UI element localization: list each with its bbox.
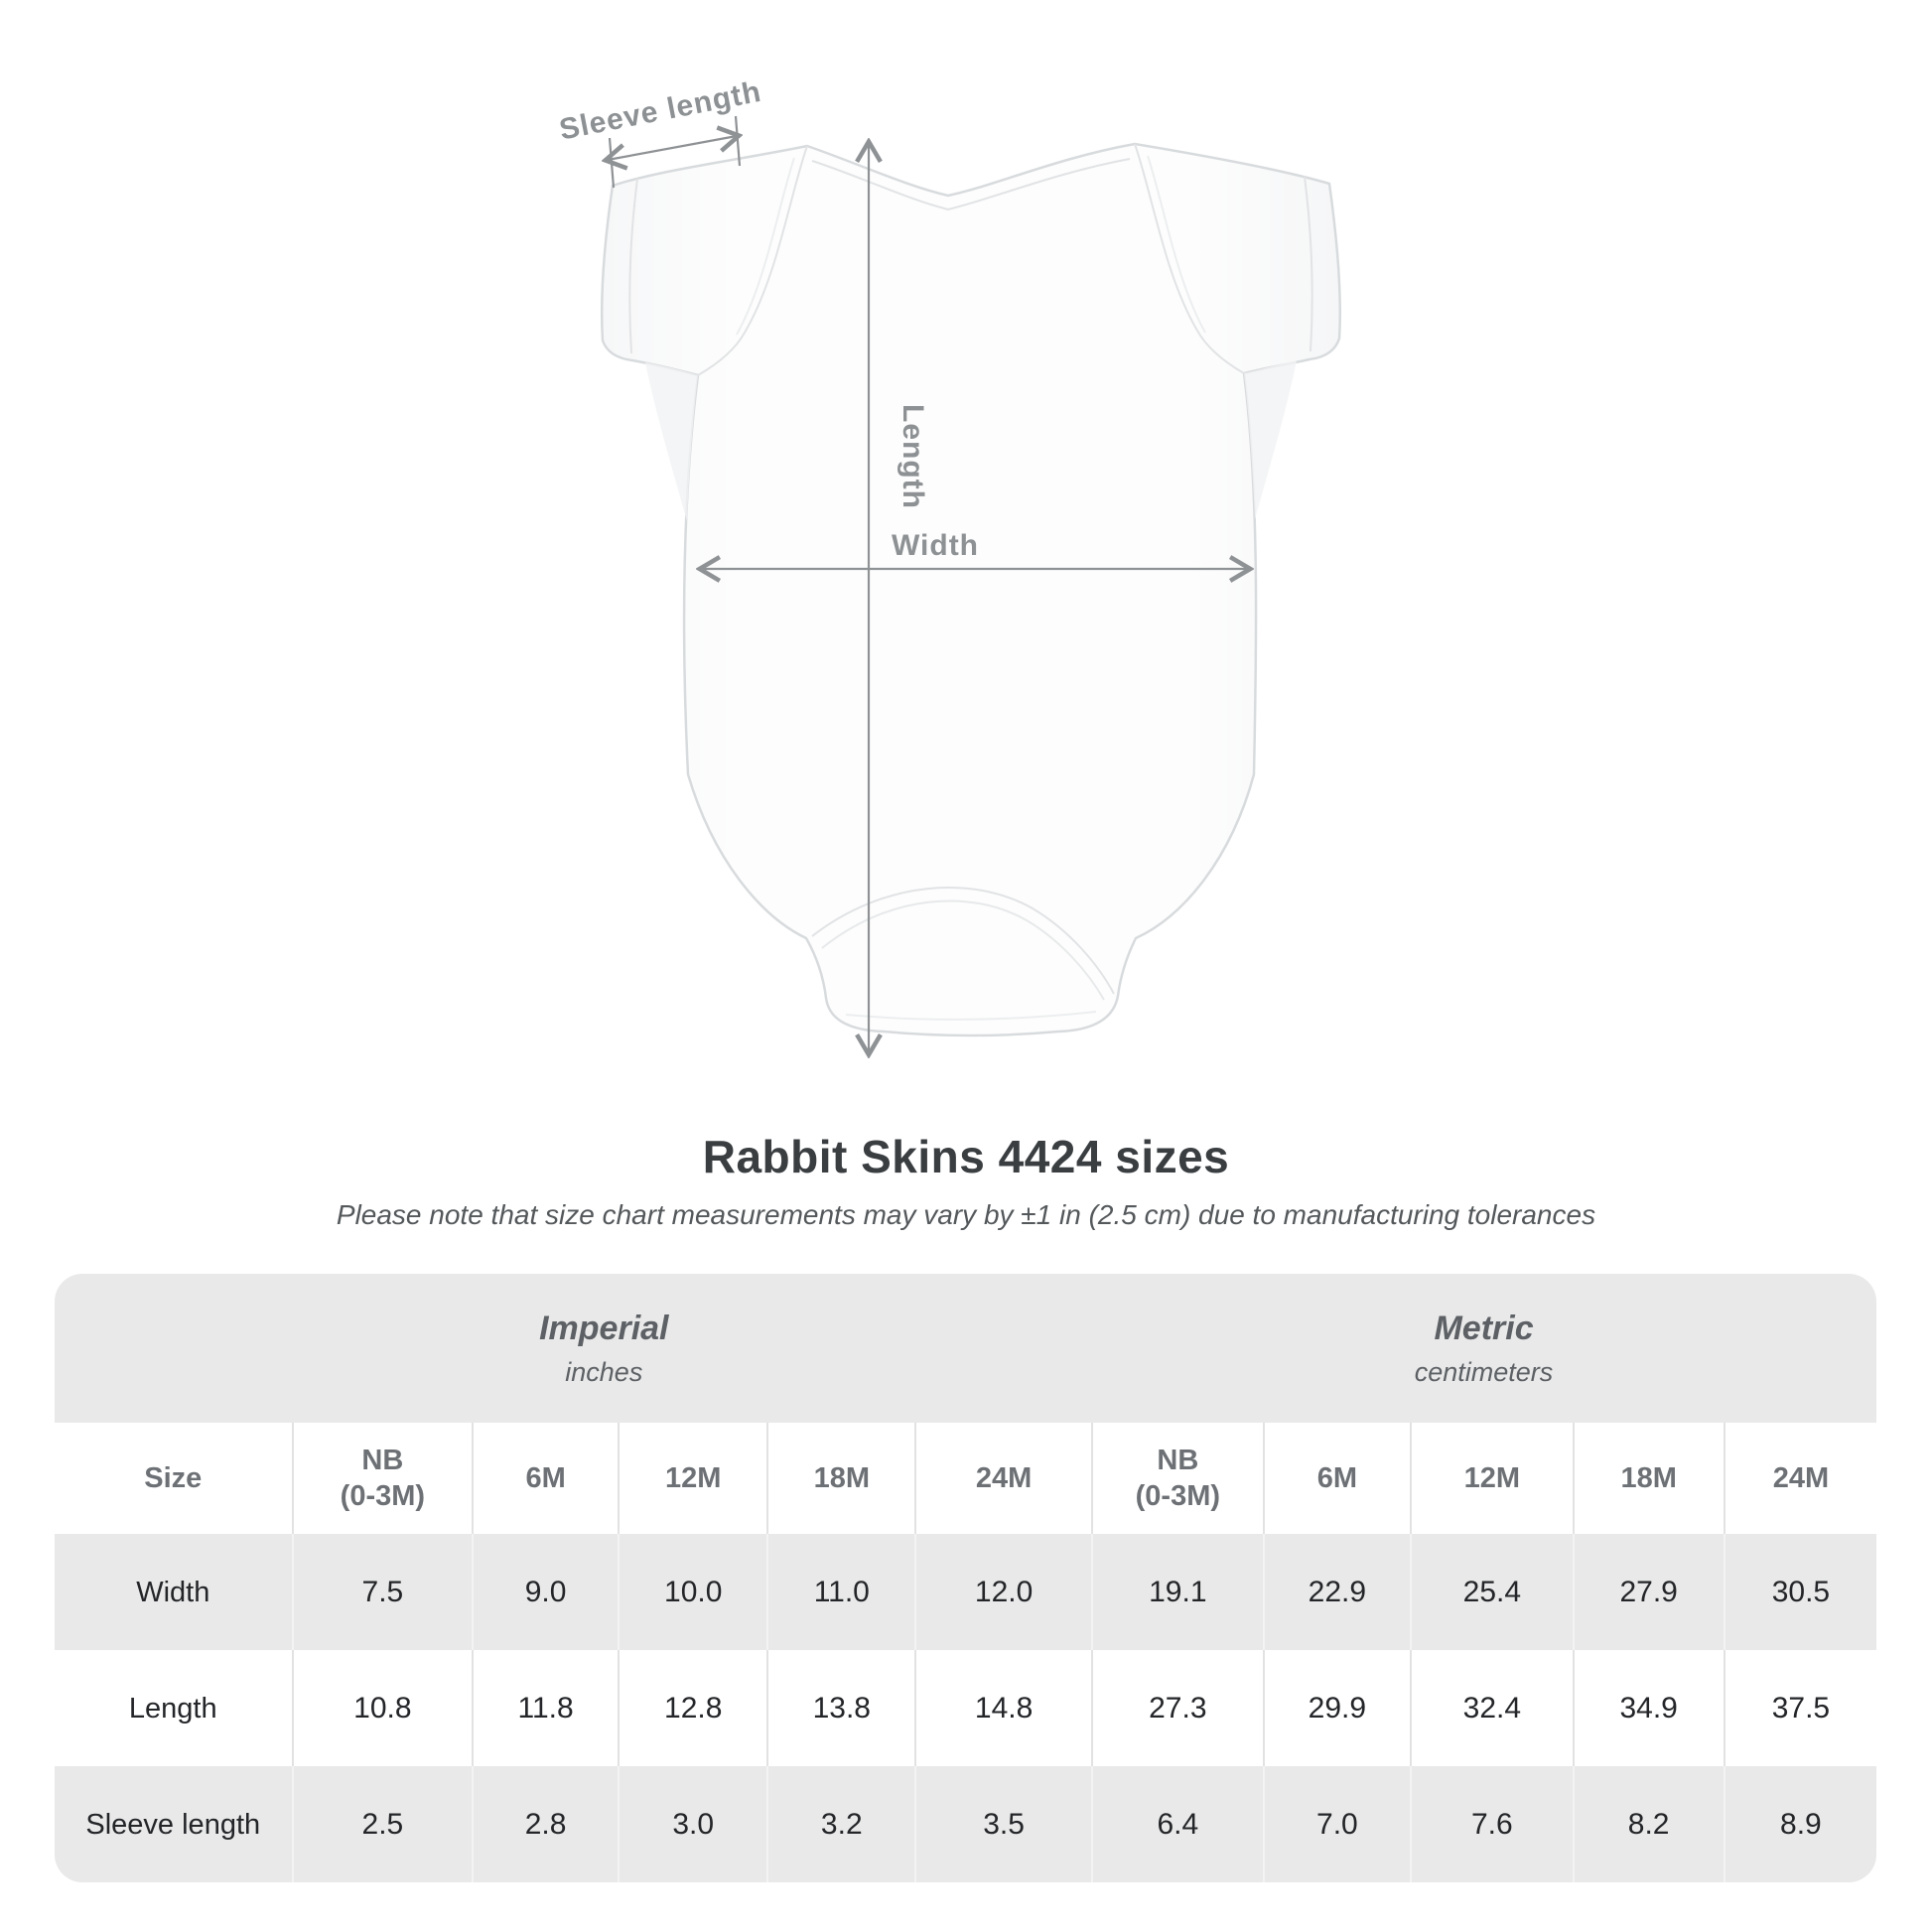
width-imperial-12m: 10.0 xyxy=(618,1534,766,1650)
size-imperial-6m: 6M xyxy=(472,1423,618,1534)
length-label: Length xyxy=(897,404,929,509)
size-metric-18m: 18M xyxy=(1573,1423,1724,1534)
sleeve-tick-left xyxy=(610,138,614,188)
width-imperial-24m: 12.0 xyxy=(914,1534,1091,1650)
sleeve-length-label: Sleeve length xyxy=(556,74,764,147)
sleeve-metric-6m: 7.0 xyxy=(1263,1766,1411,1882)
sleeve-length-row xyxy=(55,1766,1876,1882)
size-imperial-12m: 12M xyxy=(618,1423,766,1534)
garment-diagram xyxy=(556,74,1350,1077)
bodysuit-outline xyxy=(602,144,1340,1035)
size-metric-nb: NB (0-3M) xyxy=(1091,1423,1262,1534)
length-imperial-nb: 10.8 xyxy=(292,1650,473,1766)
size-metric-6m: 6M xyxy=(1263,1423,1411,1534)
sleeve-imperial-6m: 2.8 xyxy=(472,1766,618,1882)
length-imperial-18m: 13.8 xyxy=(766,1650,914,1766)
length-metric-24m: 37.5 xyxy=(1724,1650,1876,1766)
size-label-cell: Size xyxy=(55,1423,292,1534)
width-metric-18m: 27.9 xyxy=(1573,1534,1724,1650)
size-imperial-nb: NB (0-3M) xyxy=(292,1423,473,1534)
sleeve-metric-nb: 6.4 xyxy=(1091,1766,1262,1882)
tolerance-note: Please note that size chart measurements may vary by ±1 in (2.5 cm) due to manufacturing tolerances xyxy=(336,1199,1596,1230)
imperial-unit: inches xyxy=(565,1356,643,1387)
sleeve-metric-12m: 7.6 xyxy=(1410,1766,1572,1882)
size-table-container xyxy=(55,1274,1876,1882)
width-imperial-nb: 7.5 xyxy=(292,1534,473,1650)
size-metric-24m: 24M xyxy=(1724,1423,1876,1534)
metric-header xyxy=(1091,1274,1876,1423)
width-metric-12m: 25.4 xyxy=(1410,1534,1572,1650)
width-metric-24m: 30.5 xyxy=(1724,1534,1876,1650)
sleeve-length-arrow xyxy=(608,136,737,160)
size-imperial-24m: 24M xyxy=(914,1423,1091,1534)
unit-header-row xyxy=(55,1274,1876,1423)
sleeve-imperial-18m: 3.2 xyxy=(766,1766,914,1882)
bodysuit-illustration xyxy=(556,74,1350,1077)
width-label: Width xyxy=(891,529,980,562)
size-imperial-18m: 18M xyxy=(766,1423,914,1534)
length-imperial-6m: 11.8 xyxy=(472,1650,618,1766)
page-title: Rabbit Skins 4424 sizes xyxy=(702,1131,1230,1182)
length-row xyxy=(55,1650,1876,1766)
metric-unit: centimeters xyxy=(1414,1356,1554,1387)
width-imperial-6m: 9.0 xyxy=(472,1534,618,1650)
length-metric-18m: 34.9 xyxy=(1573,1650,1724,1766)
width-metric-6m: 22.9 xyxy=(1263,1534,1411,1650)
length-imperial-24m: 14.8 xyxy=(914,1650,1091,1766)
length-metric-12m: 32.4 xyxy=(1410,1650,1572,1766)
sleeve-row-label: Sleeve length xyxy=(55,1766,292,1882)
length-metric-6m: 29.9 xyxy=(1263,1650,1411,1766)
length-imperial-12m: 12.8 xyxy=(618,1650,766,1766)
size-metric-12m: 12M xyxy=(1410,1423,1572,1534)
size-table xyxy=(55,1274,1876,1882)
width-row-label: Width xyxy=(55,1534,292,1650)
width-row xyxy=(55,1534,1876,1650)
size-header-row xyxy=(55,1423,1876,1534)
imperial-title: Imperial xyxy=(539,1309,669,1347)
sleeve-metric-18m: 8.2 xyxy=(1573,1766,1724,1882)
length-row-label: Length xyxy=(55,1650,292,1766)
width-metric-nb: 19.1 xyxy=(1091,1534,1262,1650)
width-imperial-18m: 11.0 xyxy=(766,1534,914,1650)
sleeve-imperial-nb: 2.5 xyxy=(292,1766,473,1882)
sleeve-imperial-24m: 3.5 xyxy=(914,1766,1091,1882)
length-metric-nb: 27.3 xyxy=(1091,1650,1262,1766)
sleeve-imperial-12m: 3.0 xyxy=(618,1766,766,1882)
imperial-header xyxy=(292,1274,1092,1423)
sleeve-metric-24m: 8.9 xyxy=(1724,1766,1876,1882)
metric-title: Metric xyxy=(1434,1309,1534,1347)
